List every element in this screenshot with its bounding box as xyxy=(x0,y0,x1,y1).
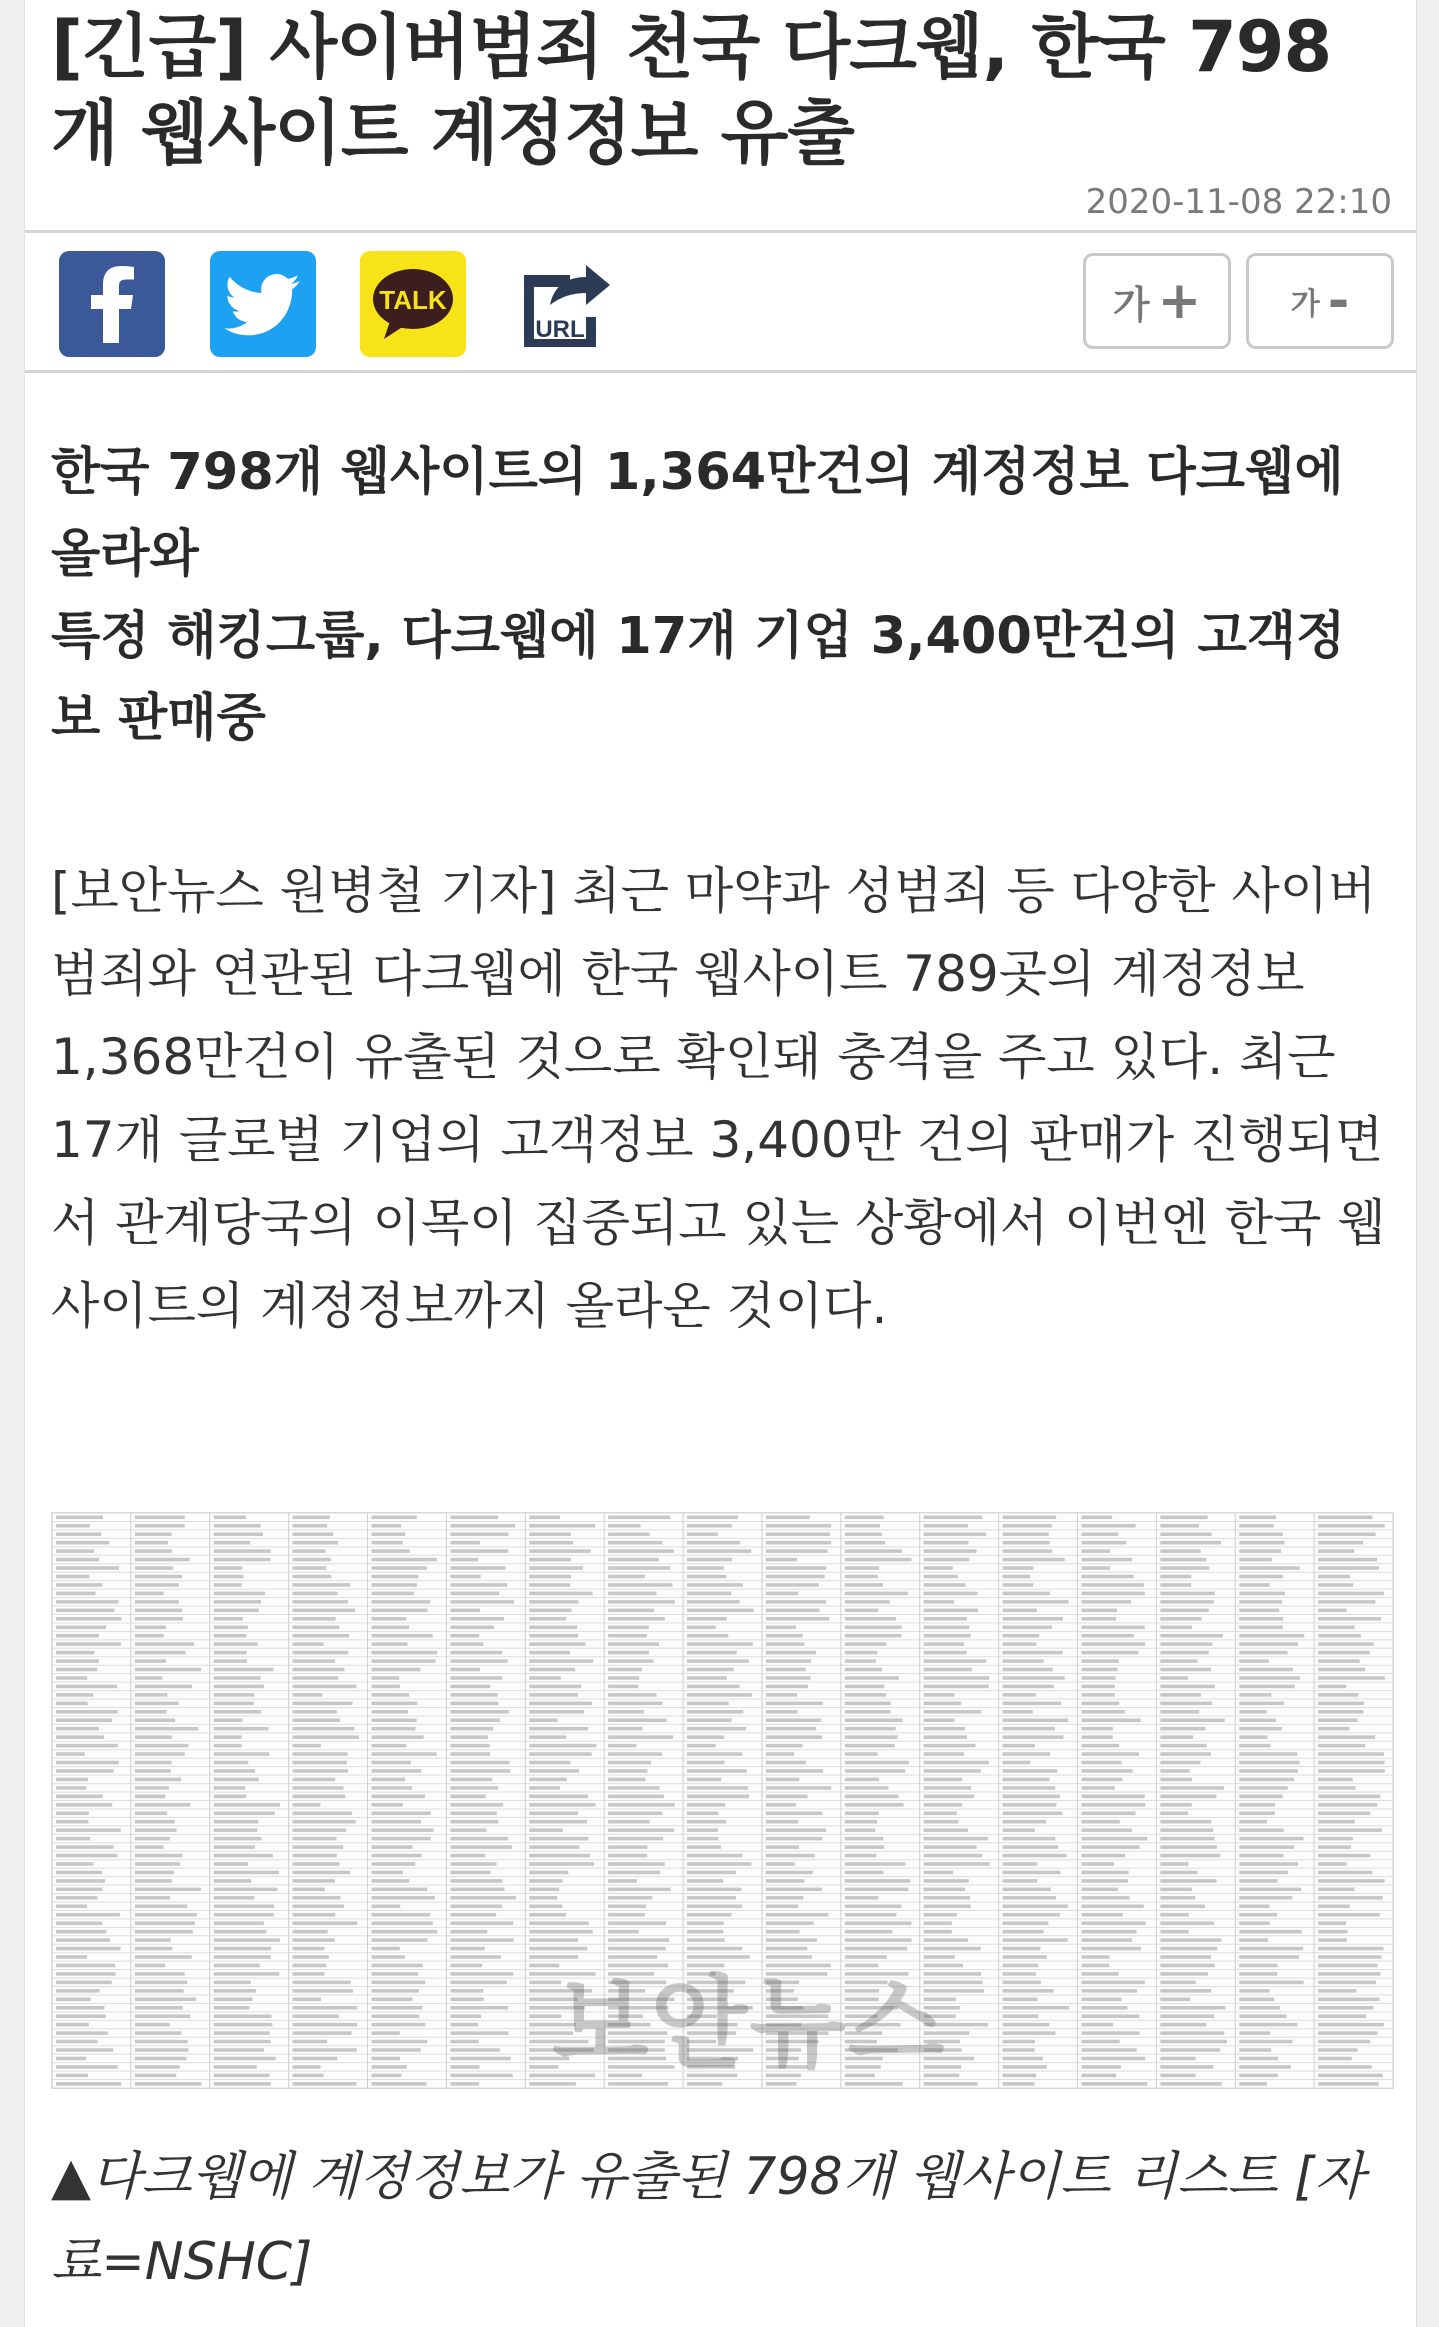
plus-icon: + xyxy=(1157,271,1202,331)
image-watermark: 보안뉴스 xyxy=(552,1965,947,2082)
facebook-share-button[interactable] xyxy=(59,251,165,357)
url-copy-button[interactable] xyxy=(510,251,616,357)
url-label: URL xyxy=(535,316,585,343)
font-increase-label: 가 xyxy=(1112,282,1150,327)
url-share-icon xyxy=(510,251,616,357)
font-size-increase-button[interactable] xyxy=(1083,253,1231,349)
minus-icon: - xyxy=(1327,271,1350,331)
divider xyxy=(25,370,1416,373)
article-subheadings xyxy=(51,432,1391,760)
twitter-icon xyxy=(210,251,316,357)
font-size-decrease-button[interactable] xyxy=(1246,253,1394,349)
twitter-share-button[interactable] xyxy=(210,251,316,357)
image-caption: ▲다크웹에 계정정보가 유출된 798개 웹사이트 리스트 [자료=NSHC] xyxy=(51,2147,1365,2292)
kakaotalk-icon xyxy=(360,251,466,357)
kakaotalk-share-button[interactable] xyxy=(360,251,466,357)
subheading: 특정 해킹그룹, 다크웹에 17개 기업 3,400만건의 고객정보 판매중 xyxy=(51,607,1346,748)
font-decrease-label: 가 xyxy=(1290,287,1320,322)
subheading: 한국 798개 웹사이트의 1,364만건의 계정정보 다크웹에 올라와 xyxy=(51,443,1344,584)
article-date: 2020-11-08 22:10 xyxy=(1085,182,1392,222)
kakaotalk-label: TALK xyxy=(379,285,447,315)
article-container xyxy=(24,0,1417,2327)
article-body: [보안뉴스 원병철 기자] 최근 마약과 성범죄 등 다양한 사이버범죄와 연관된 다크웹에 한국 웹사이트 789곳의 계정정보 1,368만건이 유출된 것으로 확인돼 충격을 주고 있다. 최근 17개 글로벌 기업의 고객정보 3,400만 건의 판매가 진행되면서 관계당국의 이목이 집중되고 있는 상황에서 이번엔 한국 웹사이트의 계정정보까지 올라온 것이다. xyxy=(51,862,1386,1335)
facebook-icon xyxy=(59,251,165,357)
article-title: [긴급] 사이버범죄 천국 다크웹, 한국 798개 웹사이트 계정정보 유출 xyxy=(51,6,1332,174)
share-bar xyxy=(25,233,1416,370)
article-image[interactable] xyxy=(51,1512,1394,2089)
